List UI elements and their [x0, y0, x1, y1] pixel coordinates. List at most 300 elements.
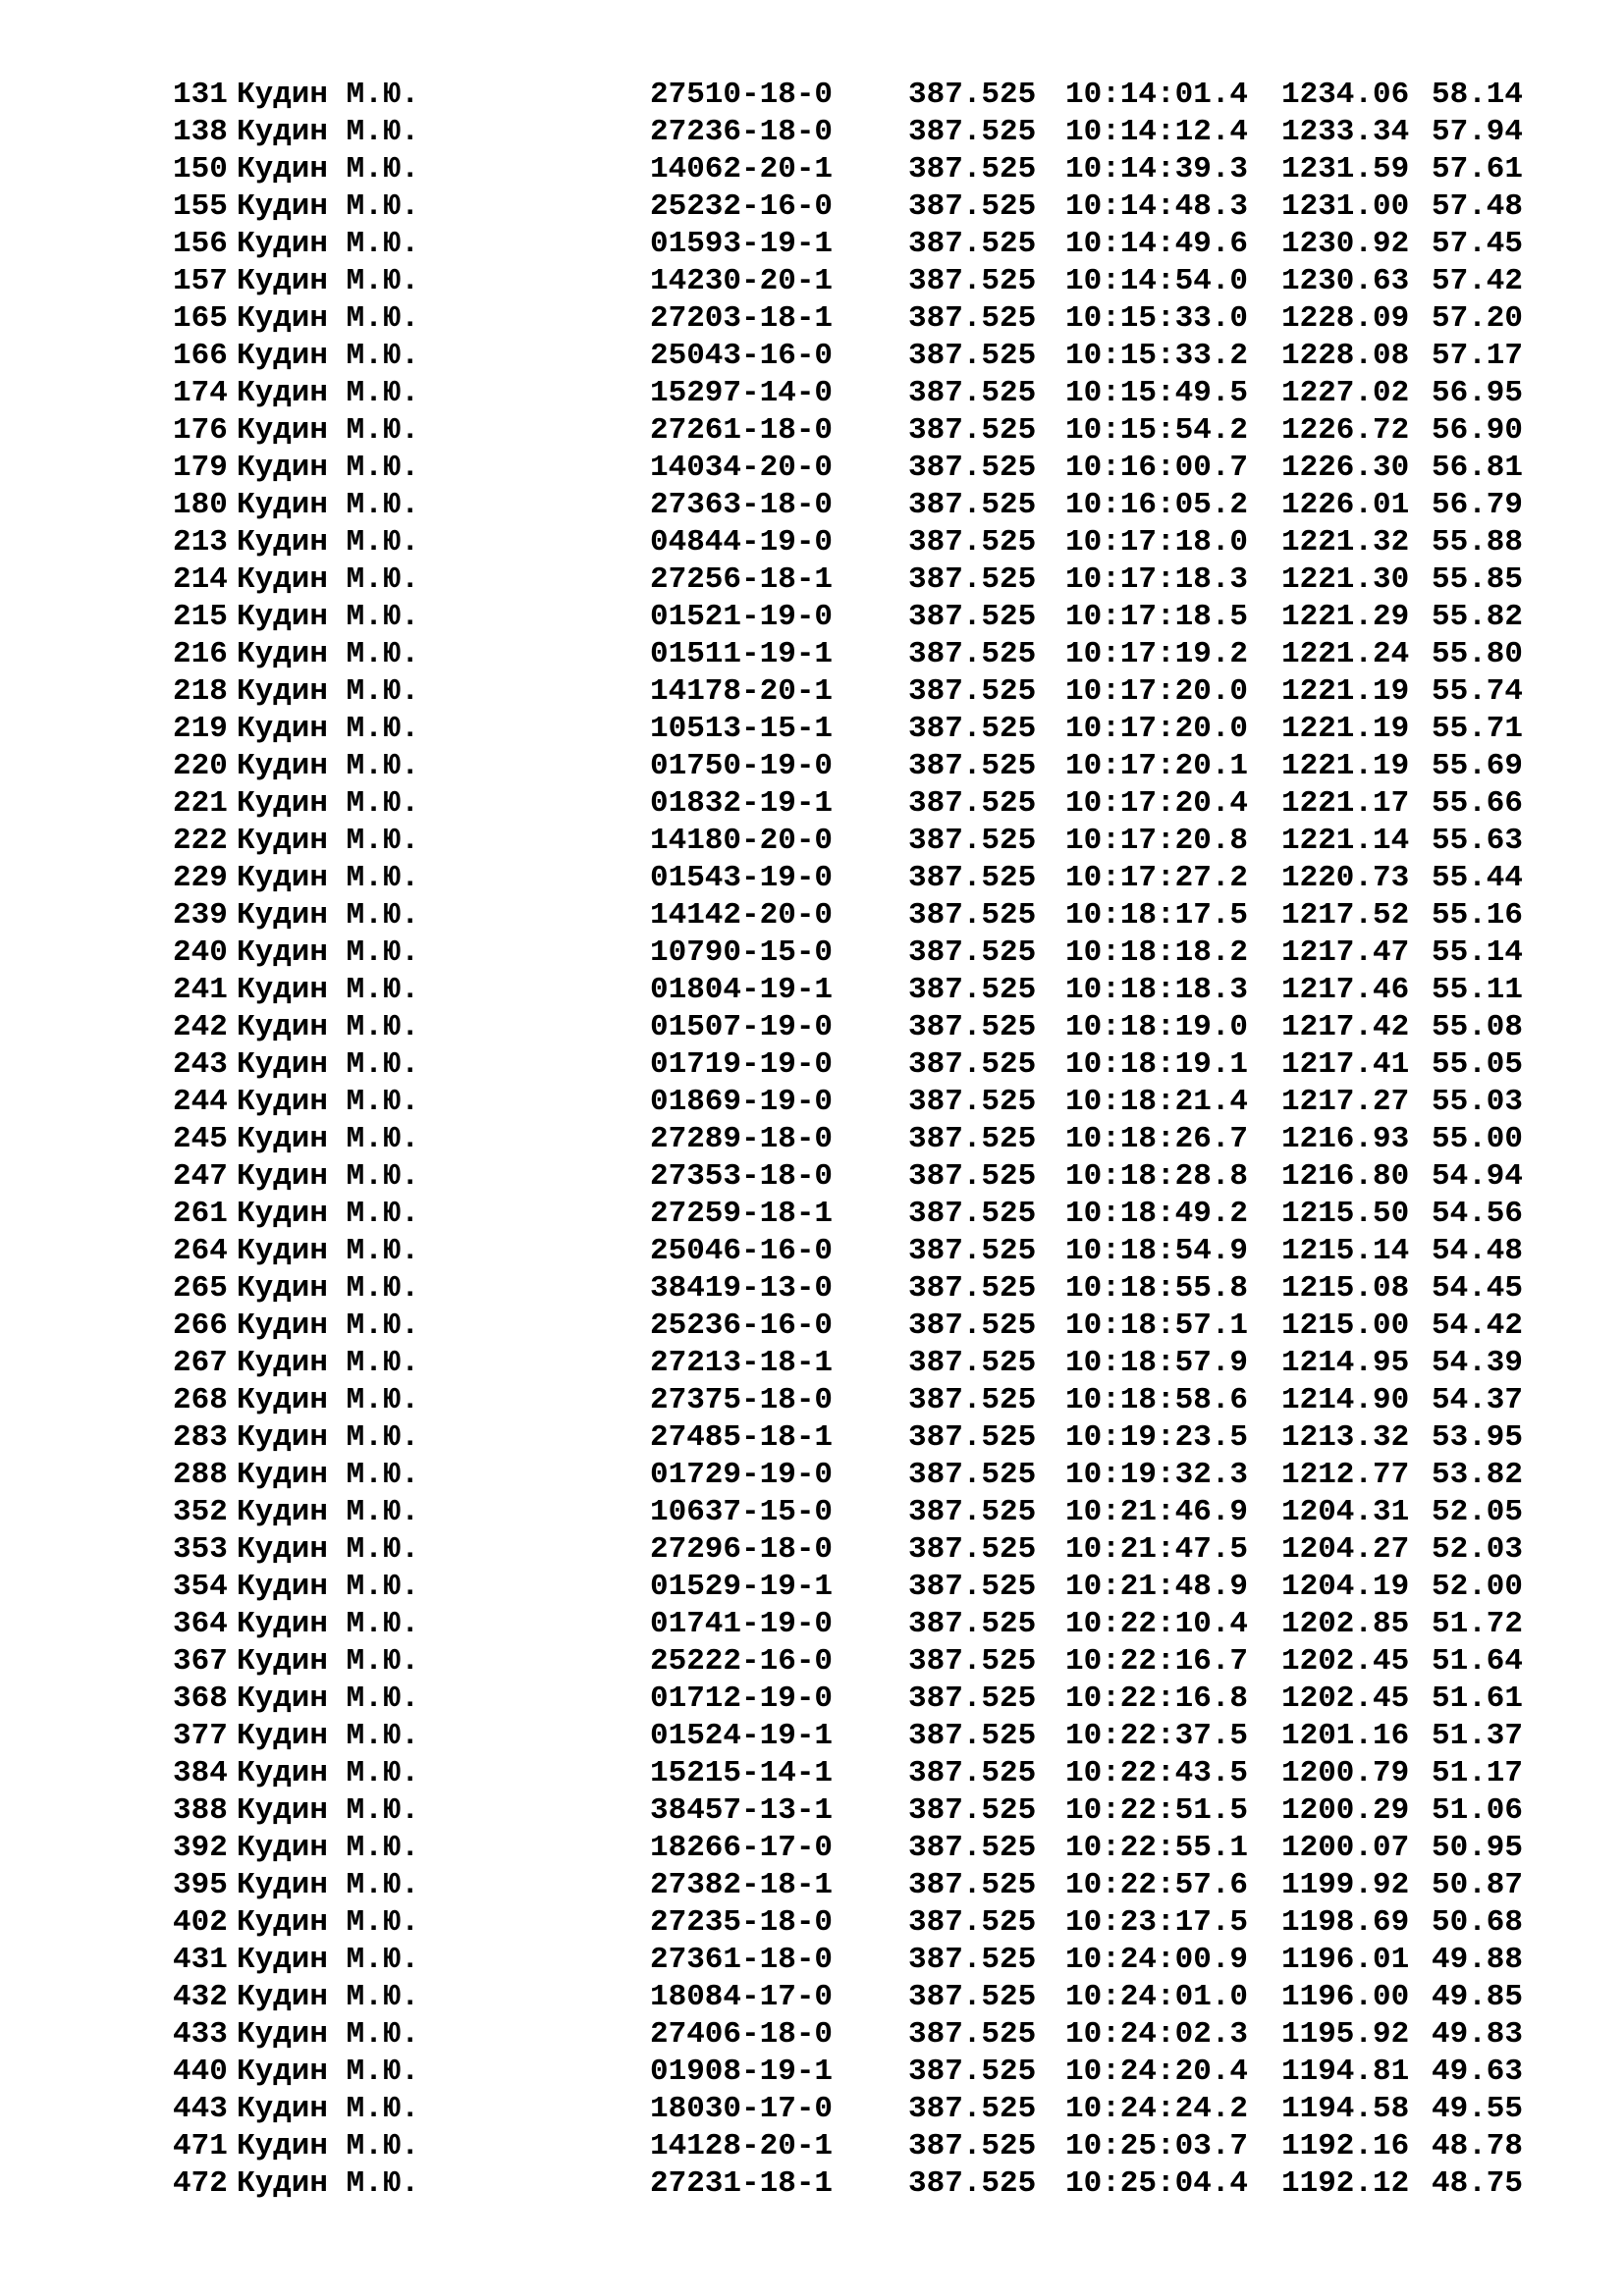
- name-cell: Кудин М.Ю.: [237, 1831, 420, 1865]
- coefficient-cell: 49.55: [1432, 2092, 1524, 2126]
- arrival-time-cell: 10:18:18.2: [1065, 935, 1249, 970]
- ring-number-cell: 01529-19-1: [650, 1570, 834, 1604]
- table-row: [173, 188, 1530, 226]
- arrival-time-cell: 10:14:01.4: [1065, 78, 1249, 112]
- distance-cell: 387.525: [908, 1047, 1037, 1082]
- speed-cell: 1221.24: [1281, 637, 1410, 671]
- coefficient-cell: 56.79: [1432, 488, 1524, 522]
- coefficient-cell: 55.63: [1432, 824, 1524, 858]
- table-row: [173, 1681, 1530, 1718]
- ring-number-cell: 01804-19-1: [650, 973, 834, 1007]
- arrival-time-cell: 10:19:23.5: [1065, 1420, 1249, 1455]
- coefficient-cell: 55.82: [1432, 600, 1524, 634]
- speed-cell: 1216.80: [1281, 1159, 1410, 1194]
- name-cell: Кудин М.Ю.: [237, 1719, 420, 1753]
- table-row: [173, 1718, 1530, 1755]
- place-cell: 131: [173, 78, 228, 112]
- table-row: [173, 151, 1530, 188]
- table-row: [173, 823, 1530, 860]
- place-cell: 432: [173, 1980, 228, 2014]
- ring-number-cell: 27213-18-1: [650, 1346, 834, 1380]
- speed-cell: 1194.81: [1281, 2055, 1410, 2089]
- place-cell: 266: [173, 1308, 228, 1343]
- name-cell: Кудин М.Ю.: [237, 488, 420, 522]
- ring-number-cell: 18084-17-0: [650, 1980, 834, 2014]
- coefficient-cell: 55.03: [1432, 1085, 1524, 1119]
- name-cell: Кудин М.Ю.: [237, 1793, 420, 1828]
- ring-number-cell: 01524-19-1: [650, 1719, 834, 1753]
- speed-cell: 1217.52: [1281, 898, 1410, 933]
- distance-cell: 387.525: [908, 1458, 1037, 1492]
- name-cell: Кудин М.Ю.: [237, 749, 420, 783]
- ring-number-cell: 14128-20-1: [650, 2129, 834, 2163]
- table-row: [173, 748, 1530, 785]
- table-row: [173, 263, 1530, 300]
- name-cell: Кудин М.Ю.: [237, 1458, 420, 1492]
- arrival-time-cell: 10:22:43.5: [1065, 1756, 1249, 1790]
- distance-cell: 387.525: [908, 898, 1037, 933]
- table-row: [173, 1419, 1530, 1457]
- ring-number-cell: 27236-18-0: [650, 115, 834, 149]
- distance-cell: 387.525: [908, 1756, 1037, 1790]
- distance-cell: 387.525: [908, 1980, 1037, 2014]
- coefficient-cell: 50.95: [1432, 1831, 1524, 1865]
- coefficient-cell: 48.78: [1432, 2129, 1524, 2163]
- coefficient-cell: 52.05: [1432, 1495, 1524, 1529]
- name-cell: Кудин М.Ю.: [237, 1047, 420, 1082]
- arrival-time-cell: 10:21:48.9: [1065, 1570, 1249, 1604]
- arrival-time-cell: 10:22:37.5: [1065, 1719, 1249, 1753]
- place-cell: 244: [173, 1085, 228, 1119]
- coefficient-cell: 55.85: [1432, 562, 1524, 597]
- distance-cell: 387.525: [908, 1719, 1037, 1753]
- distance-cell: 387.525: [908, 2055, 1037, 2089]
- ring-number-cell: 27382-18-1: [650, 1868, 834, 1902]
- ring-number-cell: 27296-18-0: [650, 1532, 834, 1567]
- coefficient-cell: 56.81: [1432, 451, 1524, 485]
- speed-cell: 1214.90: [1281, 1383, 1410, 1417]
- table-row: [173, 1009, 1530, 1046]
- distance-cell: 387.525: [908, 712, 1037, 746]
- place-cell: 367: [173, 1644, 228, 1679]
- coefficient-cell: 51.61: [1432, 1682, 1524, 1716]
- name-cell: Кудин М.Ю.: [237, 152, 420, 187]
- place-cell: 150: [173, 152, 228, 187]
- table-row: [173, 1158, 1530, 1196]
- place-cell: 166: [173, 339, 228, 373]
- ring-number-cell: 25222-16-0: [650, 1644, 834, 1679]
- arrival-time-cell: 10:17:20.0: [1065, 712, 1249, 746]
- table-row: [173, 77, 1530, 114]
- arrival-time-cell: 10:18:19.1: [1065, 1047, 1249, 1082]
- speed-cell: 1216.93: [1281, 1122, 1410, 1156]
- speed-cell: 1192.16: [1281, 2129, 1410, 2163]
- place-cell: 264: [173, 1234, 228, 1268]
- speed-cell: 1221.19: [1281, 712, 1410, 746]
- coefficient-cell: 54.56: [1432, 1197, 1524, 1231]
- arrival-time-cell: 10:18:17.5: [1065, 898, 1249, 933]
- name-cell: Кудин М.Ю.: [237, 1346, 420, 1380]
- arrival-time-cell: 10:15:49.5: [1065, 376, 1249, 410]
- name-cell: Кудин М.Ю.: [237, 1495, 420, 1529]
- coefficient-cell: 49.63: [1432, 2055, 1524, 2089]
- speed-cell: 1221.17: [1281, 786, 1410, 821]
- table-row: [173, 226, 1530, 263]
- distance-cell: 387.525: [908, 1495, 1037, 1529]
- name-cell: Кудин М.Ю.: [237, 1234, 420, 1268]
- arrival-time-cell: 10:24:02.3: [1065, 2017, 1249, 2052]
- coefficient-cell: 54.94: [1432, 1159, 1524, 1194]
- place-cell: 364: [173, 1607, 228, 1641]
- speed-cell: 1228.09: [1281, 301, 1410, 336]
- speed-cell: 1217.46: [1281, 973, 1410, 1007]
- speed-cell: 1202.45: [1281, 1682, 1410, 1716]
- speed-cell: 1194.58: [1281, 2092, 1410, 2126]
- ring-number-cell: 27231-18-1: [650, 2166, 834, 2201]
- table-row: [173, 785, 1530, 823]
- table-row: [173, 711, 1530, 748]
- place-cell: 215: [173, 600, 228, 634]
- arrival-time-cell: 10:14:54.0: [1065, 264, 1249, 298]
- arrival-time-cell: 10:17:18.0: [1065, 525, 1249, 560]
- name-cell: Кудин М.Ю.: [237, 973, 420, 1007]
- coefficient-cell: 50.68: [1432, 1905, 1524, 1940]
- speed-cell: 1217.41: [1281, 1047, 1410, 1082]
- coefficient-cell: 55.00: [1432, 1122, 1524, 1156]
- place-cell: 395: [173, 1868, 228, 1902]
- ring-number-cell: 18030-17-0: [650, 2092, 834, 2126]
- table-row: [173, 1979, 1530, 2016]
- table-row: [173, 1494, 1530, 1531]
- arrival-time-cell: 10:14:39.3: [1065, 152, 1249, 187]
- arrival-time-cell: 10:22:16.7: [1065, 1644, 1249, 1679]
- ring-number-cell: 38419-13-0: [650, 1271, 834, 1306]
- name-cell: Кудин М.Ю.: [237, 1607, 420, 1641]
- arrival-time-cell: 10:24:00.9: [1065, 1943, 1249, 1977]
- table-row: [173, 2091, 1530, 2128]
- name-cell: Кудин М.Ю.: [237, 78, 420, 112]
- name-cell: Кудин М.Ю.: [237, 824, 420, 858]
- speed-cell: 1200.79: [1281, 1756, 1410, 1790]
- speed-cell: 1215.08: [1281, 1271, 1410, 1306]
- distance-cell: 387.525: [908, 749, 1037, 783]
- name-cell: Кудин М.Ю.: [237, 935, 420, 970]
- table-row: [173, 599, 1530, 636]
- coefficient-cell: 51.37: [1432, 1719, 1524, 1753]
- ring-number-cell: 01832-19-1: [650, 786, 834, 821]
- distance-cell: 387.525: [908, 339, 1037, 373]
- name-cell: Кудин М.Ю.: [237, 2092, 420, 2126]
- place-cell: 261: [173, 1197, 228, 1231]
- ring-number-cell: 01869-19-0: [650, 1085, 834, 1119]
- speed-cell: 1234.06: [1281, 78, 1410, 112]
- name-cell: Кудин М.Ю.: [237, 1159, 420, 1194]
- table-row: [173, 1308, 1530, 1345]
- coefficient-cell: 49.88: [1432, 1943, 1524, 1977]
- place-cell: 222: [173, 824, 228, 858]
- speed-cell: 1200.07: [1281, 1831, 1410, 1865]
- arrival-time-cell: 10:15:54.2: [1065, 413, 1249, 448]
- distance-cell: 387.525: [908, 1308, 1037, 1343]
- place-cell: 440: [173, 2055, 228, 2089]
- coefficient-cell: 55.88: [1432, 525, 1524, 560]
- name-cell: Кудин М.Ю.: [237, 637, 420, 671]
- name-cell: Кудин М.Ю.: [237, 2017, 420, 2052]
- coefficient-cell: 51.64: [1432, 1644, 1524, 1679]
- coefficient-cell: 57.17: [1432, 339, 1524, 373]
- distance-cell: 387.525: [908, 525, 1037, 560]
- coefficient-cell: 54.37: [1432, 1383, 1524, 1417]
- distance-cell: 387.525: [908, 1159, 1037, 1194]
- coefficient-cell: 54.39: [1432, 1346, 1524, 1380]
- place-cell: 220: [173, 749, 228, 783]
- ring-number-cell: 01719-19-0: [650, 1047, 834, 1082]
- table-row: [173, 934, 1530, 972]
- ring-number-cell: 14142-20-0: [650, 898, 834, 933]
- ring-number-cell: 15215-14-1: [650, 1756, 834, 1790]
- name-cell: Кудин М.Ю.: [237, 1756, 420, 1790]
- coefficient-cell: 51.72: [1432, 1607, 1524, 1641]
- arrival-time-cell: 10:17:18.5: [1065, 600, 1249, 634]
- arrival-time-cell: 10:18:57.9: [1065, 1346, 1249, 1380]
- speed-cell: 1213.32: [1281, 1420, 1410, 1455]
- distance-cell: 387.525: [908, 1644, 1037, 1679]
- arrival-time-cell: 10:22:16.8: [1065, 1682, 1249, 1716]
- arrival-time-cell: 10:15:33.0: [1065, 301, 1249, 336]
- arrival-time-cell: 10:23:17.5: [1065, 1905, 1249, 1940]
- place-cell: 267: [173, 1346, 228, 1380]
- speed-cell: 1215.50: [1281, 1197, 1410, 1231]
- ring-number-cell: 27235-18-0: [650, 1905, 834, 1940]
- place-cell: 243: [173, 1047, 228, 1082]
- name-cell: Кудин М.Ю.: [237, 1085, 420, 1119]
- table-row: [173, 2128, 1530, 2165]
- distance-cell: 387.525: [908, 152, 1037, 187]
- place-cell: 240: [173, 935, 228, 970]
- table-row: [173, 1755, 1530, 1792]
- ring-number-cell: 27259-18-1: [650, 1197, 834, 1231]
- distance-cell: 387.525: [908, 78, 1037, 112]
- name-cell: Кудин М.Ю.: [237, 2129, 420, 2163]
- table-row: [173, 636, 1530, 673]
- place-cell: 443: [173, 2092, 228, 2126]
- distance-cell: 387.525: [908, 861, 1037, 895]
- table-row: [173, 1643, 1530, 1681]
- arrival-time-cell: 10:22:10.4: [1065, 1607, 1249, 1641]
- ring-number-cell: 27406-18-0: [650, 2017, 834, 2052]
- distance-cell: 387.525: [908, 637, 1037, 671]
- table-row: [173, 412, 1530, 450]
- speed-cell: 1198.69: [1281, 1905, 1410, 1940]
- coefficient-cell: 49.85: [1432, 1980, 1524, 2014]
- place-cell: 472: [173, 2166, 228, 2201]
- arrival-time-cell: 10:16:05.2: [1065, 488, 1249, 522]
- speed-cell: 1215.14: [1281, 1234, 1410, 1268]
- coefficient-cell: 54.42: [1432, 1308, 1524, 1343]
- coefficient-cell: 55.14: [1432, 935, 1524, 970]
- name-cell: Кудин М.Ю.: [237, 786, 420, 821]
- distance-cell: 387.525: [908, 115, 1037, 149]
- arrival-time-cell: 10:16:00.7: [1065, 451, 1249, 485]
- table-row: [173, 1830, 1530, 1867]
- ring-number-cell: 10790-15-0: [650, 935, 834, 970]
- distance-cell: 387.525: [908, 2166, 1037, 2201]
- place-cell: 216: [173, 637, 228, 671]
- distance-cell: 387.525: [908, 562, 1037, 597]
- results-rows: [173, 77, 1530, 2203]
- place-cell: 218: [173, 674, 228, 709]
- table-row: [173, 1942, 1530, 1979]
- distance-cell: 387.525: [908, 1383, 1037, 1417]
- name-cell: Кудин М.Ю.: [237, 189, 420, 224]
- arrival-time-cell: 10:18:28.8: [1065, 1159, 1249, 1194]
- ring-number-cell: 15297-14-0: [650, 376, 834, 410]
- speed-cell: 1196.01: [1281, 1943, 1410, 1977]
- arrival-time-cell: 10:25:03.7: [1065, 2129, 1249, 2163]
- name-cell: Кудин М.Ю.: [237, 1122, 420, 1156]
- place-cell: 155: [173, 189, 228, 224]
- name-cell: Кудин М.Ю.: [237, 1644, 420, 1679]
- ring-number-cell: 27361-18-0: [650, 1943, 834, 1977]
- speed-cell: 1230.92: [1281, 227, 1410, 261]
- arrival-time-cell: 10:22:57.6: [1065, 1868, 1249, 1902]
- ring-number-cell: 01908-19-1: [650, 2055, 834, 2089]
- table-row: [173, 673, 1530, 711]
- ring-number-cell: 10637-15-0: [650, 1495, 834, 1529]
- place-cell: 433: [173, 2017, 228, 2052]
- table-row: [173, 1046, 1530, 1084]
- name-cell: Кудин М.Ю.: [237, 712, 420, 746]
- arrival-time-cell: 10:14:49.6: [1065, 227, 1249, 261]
- coefficient-cell: 51.06: [1432, 1793, 1524, 1828]
- table-row: [173, 1270, 1530, 1308]
- distance-cell: 387.525: [908, 1793, 1037, 1828]
- name-cell: Кудин М.Ю.: [237, 2055, 420, 2089]
- table-row: [173, 487, 1530, 524]
- coefficient-cell: 55.44: [1432, 861, 1524, 895]
- place-cell: 174: [173, 376, 228, 410]
- coefficient-cell: 57.20: [1432, 301, 1524, 336]
- distance-cell: 387.525: [908, 1607, 1037, 1641]
- place-cell: 288: [173, 1458, 228, 1492]
- speed-cell: 1204.19: [1281, 1570, 1410, 1604]
- place-cell: 265: [173, 1271, 228, 1306]
- distance-cell: 387.525: [908, 488, 1037, 522]
- table-row: [173, 114, 1530, 151]
- place-cell: 157: [173, 264, 228, 298]
- distance-cell: 387.525: [908, 2092, 1037, 2126]
- arrival-time-cell: 10:18:54.9: [1065, 1234, 1249, 1268]
- table-row: [173, 2054, 1530, 2091]
- name-cell: Кудин М.Ю.: [237, 600, 420, 634]
- ring-number-cell: 25046-16-0: [650, 1234, 834, 1268]
- distance-cell: 387.525: [908, 189, 1037, 224]
- arrival-time-cell: 10:17:20.4: [1065, 786, 1249, 821]
- table-row: [173, 1606, 1530, 1643]
- speed-cell: 1221.32: [1281, 525, 1410, 560]
- name-cell: Кудин М.Ю.: [237, 227, 420, 261]
- speed-cell: 1233.34: [1281, 115, 1410, 149]
- arrival-time-cell: 10:21:47.5: [1065, 1532, 1249, 1567]
- coefficient-cell: 55.80: [1432, 637, 1524, 671]
- speed-cell: 1226.30: [1281, 451, 1410, 485]
- table-row: [173, 860, 1530, 897]
- name-cell: Кудин М.Ю.: [237, 1197, 420, 1231]
- coefficient-cell: 52.03: [1432, 1532, 1524, 1567]
- distance-cell: 387.525: [908, 600, 1037, 634]
- ring-number-cell: 01729-19-0: [650, 1458, 834, 1492]
- name-cell: Кудин М.Ю.: [237, 301, 420, 336]
- speed-cell: 1202.85: [1281, 1607, 1410, 1641]
- ring-number-cell: 27485-18-1: [650, 1420, 834, 1455]
- arrival-time-cell: 10:21:46.9: [1065, 1495, 1249, 1529]
- speed-cell: 1200.29: [1281, 1793, 1410, 1828]
- speed-cell: 1192.12: [1281, 2166, 1410, 2201]
- speed-cell: 1204.27: [1281, 1532, 1410, 1567]
- table-row: [173, 524, 1530, 561]
- distance-cell: 387.525: [908, 2017, 1037, 2052]
- arrival-time-cell: 10:17:20.1: [1065, 749, 1249, 783]
- speed-cell: 1195.92: [1281, 2017, 1410, 2052]
- speed-cell: 1217.47: [1281, 935, 1410, 970]
- ring-number-cell: 38457-13-1: [650, 1793, 834, 1828]
- coefficient-cell: 55.11: [1432, 973, 1524, 1007]
- distance-cell: 387.525: [908, 1868, 1037, 1902]
- place-cell: 402: [173, 1905, 228, 1940]
- place-cell: 388: [173, 1793, 228, 1828]
- speed-cell: 1231.00: [1281, 189, 1410, 224]
- arrival-time-cell: 10:18:57.1: [1065, 1308, 1249, 1343]
- coefficient-cell: 52.00: [1432, 1570, 1524, 1604]
- table-row: [173, 300, 1530, 338]
- place-cell: 268: [173, 1383, 228, 1417]
- place-cell: 179: [173, 451, 228, 485]
- table-row: [173, 338, 1530, 375]
- place-cell: 283: [173, 1420, 228, 1455]
- name-cell: Кудин М.Ю.: [237, 525, 420, 560]
- place-cell: 180: [173, 488, 228, 522]
- ring-number-cell: 01543-19-0: [650, 861, 834, 895]
- table-row: [173, 2165, 1530, 2203]
- table-row: [173, 972, 1530, 1009]
- table-row: [173, 1904, 1530, 1942]
- arrival-time-cell: 10:18:19.0: [1065, 1010, 1249, 1044]
- name-cell: Кудин М.Ю.: [237, 1682, 420, 1716]
- coefficient-cell: 55.74: [1432, 674, 1524, 709]
- distance-cell: 387.525: [908, 1271, 1037, 1306]
- ring-number-cell: 25043-16-0: [650, 339, 834, 373]
- arrival-time-cell: 10:24:01.0: [1065, 1980, 1249, 2014]
- place-cell: 353: [173, 1532, 228, 1567]
- speed-cell: 1199.92: [1281, 1868, 1410, 1902]
- arrival-time-cell: 10:18:58.6: [1065, 1383, 1249, 1417]
- name-cell: Кудин М.Ю.: [237, 674, 420, 709]
- speed-cell: 1215.00: [1281, 1308, 1410, 1343]
- coefficient-cell: 54.48: [1432, 1234, 1524, 1268]
- ring-number-cell: 01511-19-1: [650, 637, 834, 671]
- distance-cell: 387.525: [908, 451, 1037, 485]
- distance-cell: 387.525: [908, 1420, 1037, 1455]
- ring-number-cell: 14230-20-1: [650, 264, 834, 298]
- ring-number-cell: 27289-18-0: [650, 1122, 834, 1156]
- ring-number-cell: 01593-19-1: [650, 227, 834, 261]
- coefficient-cell: 57.94: [1432, 115, 1524, 149]
- name-cell: Кудин М.Ю.: [237, 1943, 420, 1977]
- place-cell: 242: [173, 1010, 228, 1044]
- name-cell: Кудин М.Ю.: [237, 451, 420, 485]
- arrival-time-cell: 10:14:12.4: [1065, 115, 1249, 149]
- coefficient-cell: 53.82: [1432, 1458, 1524, 1492]
